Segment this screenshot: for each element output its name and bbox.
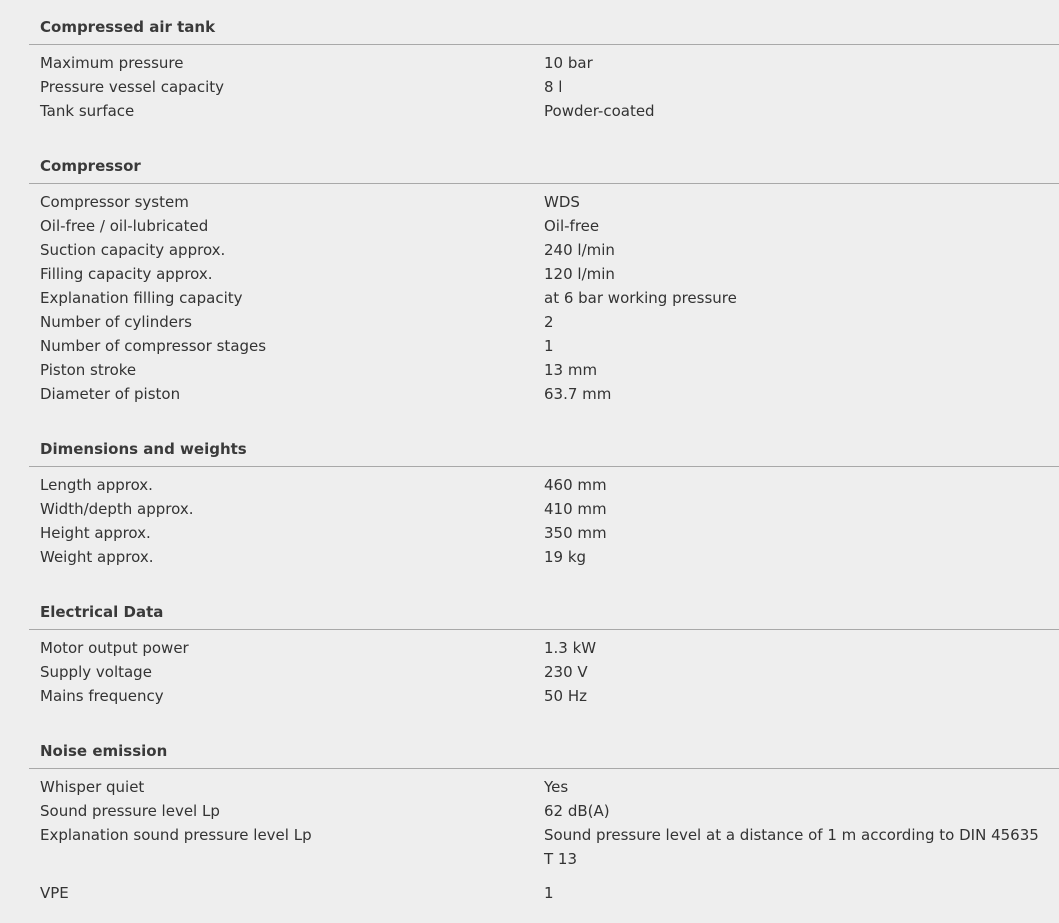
section-header: [29, 724, 1059, 769]
spec-label: Diameter of piston: [40, 385, 181, 403]
spec-row: [29, 382, 1059, 406]
spec-label: Pressure vessel capacity: [40, 78, 225, 96]
spec-label: Mains frequency: [40, 687, 164, 705]
section-dimensions-and-weights: [29, 422, 1059, 585]
spec-value: Yes: [544, 778, 569, 796]
spec-value: Powder-coated: [544, 102, 655, 120]
spec-value: 50 Hz: [544, 687, 588, 705]
section-compressed-air-tank: [29, 0, 1059, 139]
section-rows: [29, 769, 1059, 871]
spec-value: 63.7 mm: [544, 385, 612, 403]
spec-row: [29, 75, 1059, 99]
spec-value: 230 V: [544, 663, 588, 681]
spec-label: Length approx.: [40, 476, 153, 494]
spec-label: Supply voltage: [40, 663, 152, 681]
section-header: [29, 422, 1059, 467]
spec-label: Filling capacity approx.: [40, 265, 213, 283]
spec-value: 10 bar: [544, 54, 593, 72]
spec-row: [29, 775, 1059, 799]
spec-value: at 6 bar working pressure: [544, 289, 737, 307]
spec-row: [29, 521, 1059, 545]
spec-row: [29, 660, 1059, 684]
spec-label: Width/depth approx.: [40, 500, 194, 518]
spec-value: 62 dB(A): [544, 802, 610, 820]
spec-label: Tank surface: [40, 102, 135, 120]
spec-label: Maximum pressure: [40, 54, 184, 72]
spec-row: [29, 497, 1059, 521]
section-title: Compressed air tank: [40, 18, 216, 36]
spec-table: [29, 0, 1059, 923]
spec-value: 120 l/min: [544, 265, 615, 283]
spec-label: Motor output power: [40, 639, 189, 657]
spec-label: Whisper quiet: [40, 778, 145, 796]
section-rows: [29, 45, 1059, 139]
spec-row: [29, 99, 1059, 123]
spec-label: Explanation filling capacity: [40, 289, 243, 307]
spec-row: [29, 473, 1059, 497]
section-header: [29, 585, 1059, 630]
vpe-row: [29, 881, 1059, 923]
spec-label: Explanation sound pressure level Lp: [40, 826, 312, 844]
spec-row: [29, 684, 1059, 708]
spec-label: Number of cylinders: [40, 313, 192, 331]
spec-row: [29, 358, 1059, 382]
section-rows: [29, 184, 1059, 422]
spec-value: 460 mm: [544, 476, 607, 494]
spec-row: [29, 545, 1059, 569]
section-rows: [29, 467, 1059, 585]
spec-value: 1.3 kW: [544, 639, 597, 657]
spec-row: [29, 51, 1059, 75]
spec-row: [29, 799, 1059, 823]
spec-value: 240 l/min: [544, 241, 615, 259]
spec-row: [29, 238, 1059, 262]
spec-row: [29, 214, 1059, 238]
spec-label: Weight approx.: [40, 548, 154, 566]
spec-label: Number of compressor stages: [40, 337, 267, 355]
spec-label: Height approx.: [40, 524, 151, 542]
spec-value: Sound pressure level at a distance of 1 m according to DIN 45635 T 13: [544, 826, 1039, 868]
spec-row: [29, 262, 1059, 286]
section-header: [29, 0, 1059, 45]
section-title: Compressor: [40, 157, 141, 175]
spec-row: [29, 823, 1059, 871]
section-electrical-data: [29, 585, 1059, 724]
spec-row: [29, 310, 1059, 334]
section-title: Dimensions and weights: [40, 440, 247, 458]
vpe-value: 1: [544, 884, 554, 902]
spec-value: WDS: [544, 193, 580, 211]
spec-value: 2: [544, 313, 554, 331]
spec-value: 350 mm: [544, 524, 607, 542]
spec-value: Oil-free: [544, 217, 600, 235]
spec-value: 19 kg: [544, 548, 587, 566]
spec-label: Suction capacity approx.: [40, 241, 226, 259]
section-rows: [29, 630, 1059, 724]
spec-label: Sound pressure level Lp: [40, 802, 220, 820]
spec-row: [29, 190, 1059, 214]
section-compressor: [29, 139, 1059, 422]
section-noise-emission: [29, 724, 1059, 871]
spec-row: [29, 334, 1059, 358]
spec-row: [29, 636, 1059, 660]
spec-value: 410 mm: [544, 500, 607, 518]
spec-label: Piston stroke: [40, 361, 137, 379]
section-title: Electrical Data: [40, 603, 164, 621]
spec-value: 1: [544, 337, 554, 355]
section-title: Noise emission: [40, 742, 168, 760]
spec-row: [29, 286, 1059, 310]
spec-label: Compressor system: [40, 193, 189, 211]
spec-value: 13 mm: [544, 361, 598, 379]
vpe-label: VPE: [40, 884, 69, 902]
spec-value: 8 l: [544, 78, 563, 96]
section-header: [29, 139, 1059, 184]
spec-label: Oil-free / oil-lubricated: [40, 217, 209, 235]
